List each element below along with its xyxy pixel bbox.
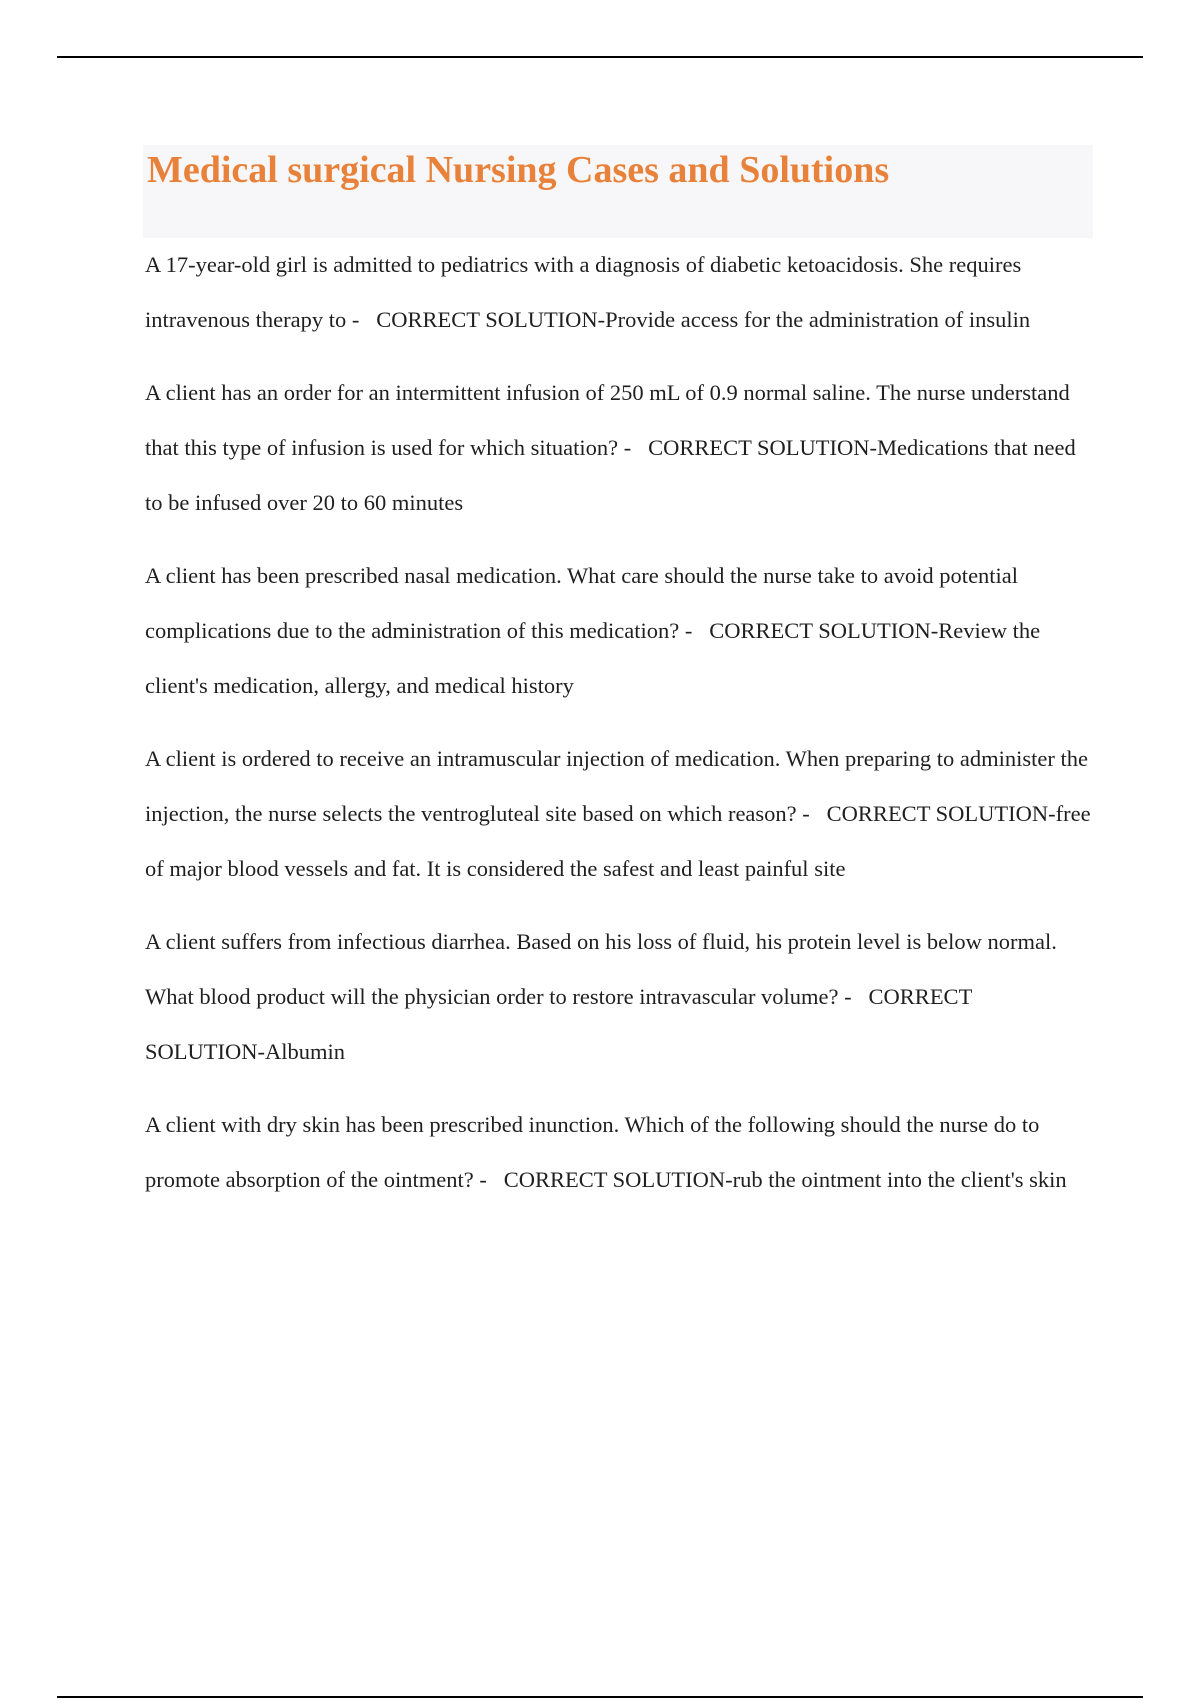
qa-item (143, 237, 1093, 347)
bottom-rule (57, 1696, 1143, 1698)
question-text: A client has been prescribed nasal medication. What care should the nurse take to avoid potential complications due to the administration of this medication? (145, 563, 1019, 643)
answer-text: CORRECT SOLUTION-Review the client's medication, allergy, and medical history (145, 618, 1041, 698)
question-text: A client suffers from infectious diarrhea. Based on his loss of fluid, his protein level is below normal. What blood product will the physician order to restore intravascular volume? (145, 929, 1057, 1009)
document-body (143, 145, 1093, 1207)
question-text: A client has an order for an intermittent infusion of 250 mL of 0.9 normal saline. The nurse understand that this type of infusion is used for which situation? (145, 380, 1070, 460)
top-rule (57, 56, 1143, 58)
question-text: A client is ordered to receive an intramuscular injection of medication. When preparing to administer the injection, the nurse selects the ventrogluteal site based on which reason? (145, 746, 1089, 826)
qa-item (143, 731, 1093, 896)
answer-text: CORRECT SOLUTION-rub the ointment into the client's skin (503, 1167, 1067, 1192)
answer-text: CORRECT SOLUTION-Medications that need to be infused over 20 to 60 minutes (145, 435, 1076, 515)
qa-item (143, 1097, 1093, 1207)
answer-text: CORRECT SOLUTION-Albumin (145, 984, 972, 1064)
answer-text: CORRECT SOLUTION-free of major blood vessels and fat. It is considered the safest and least painful site (145, 801, 1091, 881)
question-text: A 17-year-old girl is admitted to pediatrics with a diagnosis of diabetic ketoacidosis. She requires intravenous therapy to (145, 252, 1022, 332)
separator: - (473, 1167, 504, 1192)
qa-item (143, 548, 1093, 713)
document-title: Medical surgical Nursing Cases and Solutions (147, 149, 890, 191)
separator: - (838, 984, 869, 1009)
separator: - (679, 618, 710, 643)
separator: - (796, 801, 827, 826)
separator: - (618, 435, 649, 460)
answer-text: CORRECT SOLUTION-Provide access for the administration of insulin (376, 307, 1031, 332)
question-text: A client with dry skin has been prescribed inunction. Which of the following should the nurse do to promote absorption of the ointment? (145, 1112, 1040, 1192)
separator: - (346, 307, 377, 332)
qa-item (143, 365, 1093, 530)
title-band (143, 145, 1093, 238)
qa-item (143, 914, 1093, 1079)
